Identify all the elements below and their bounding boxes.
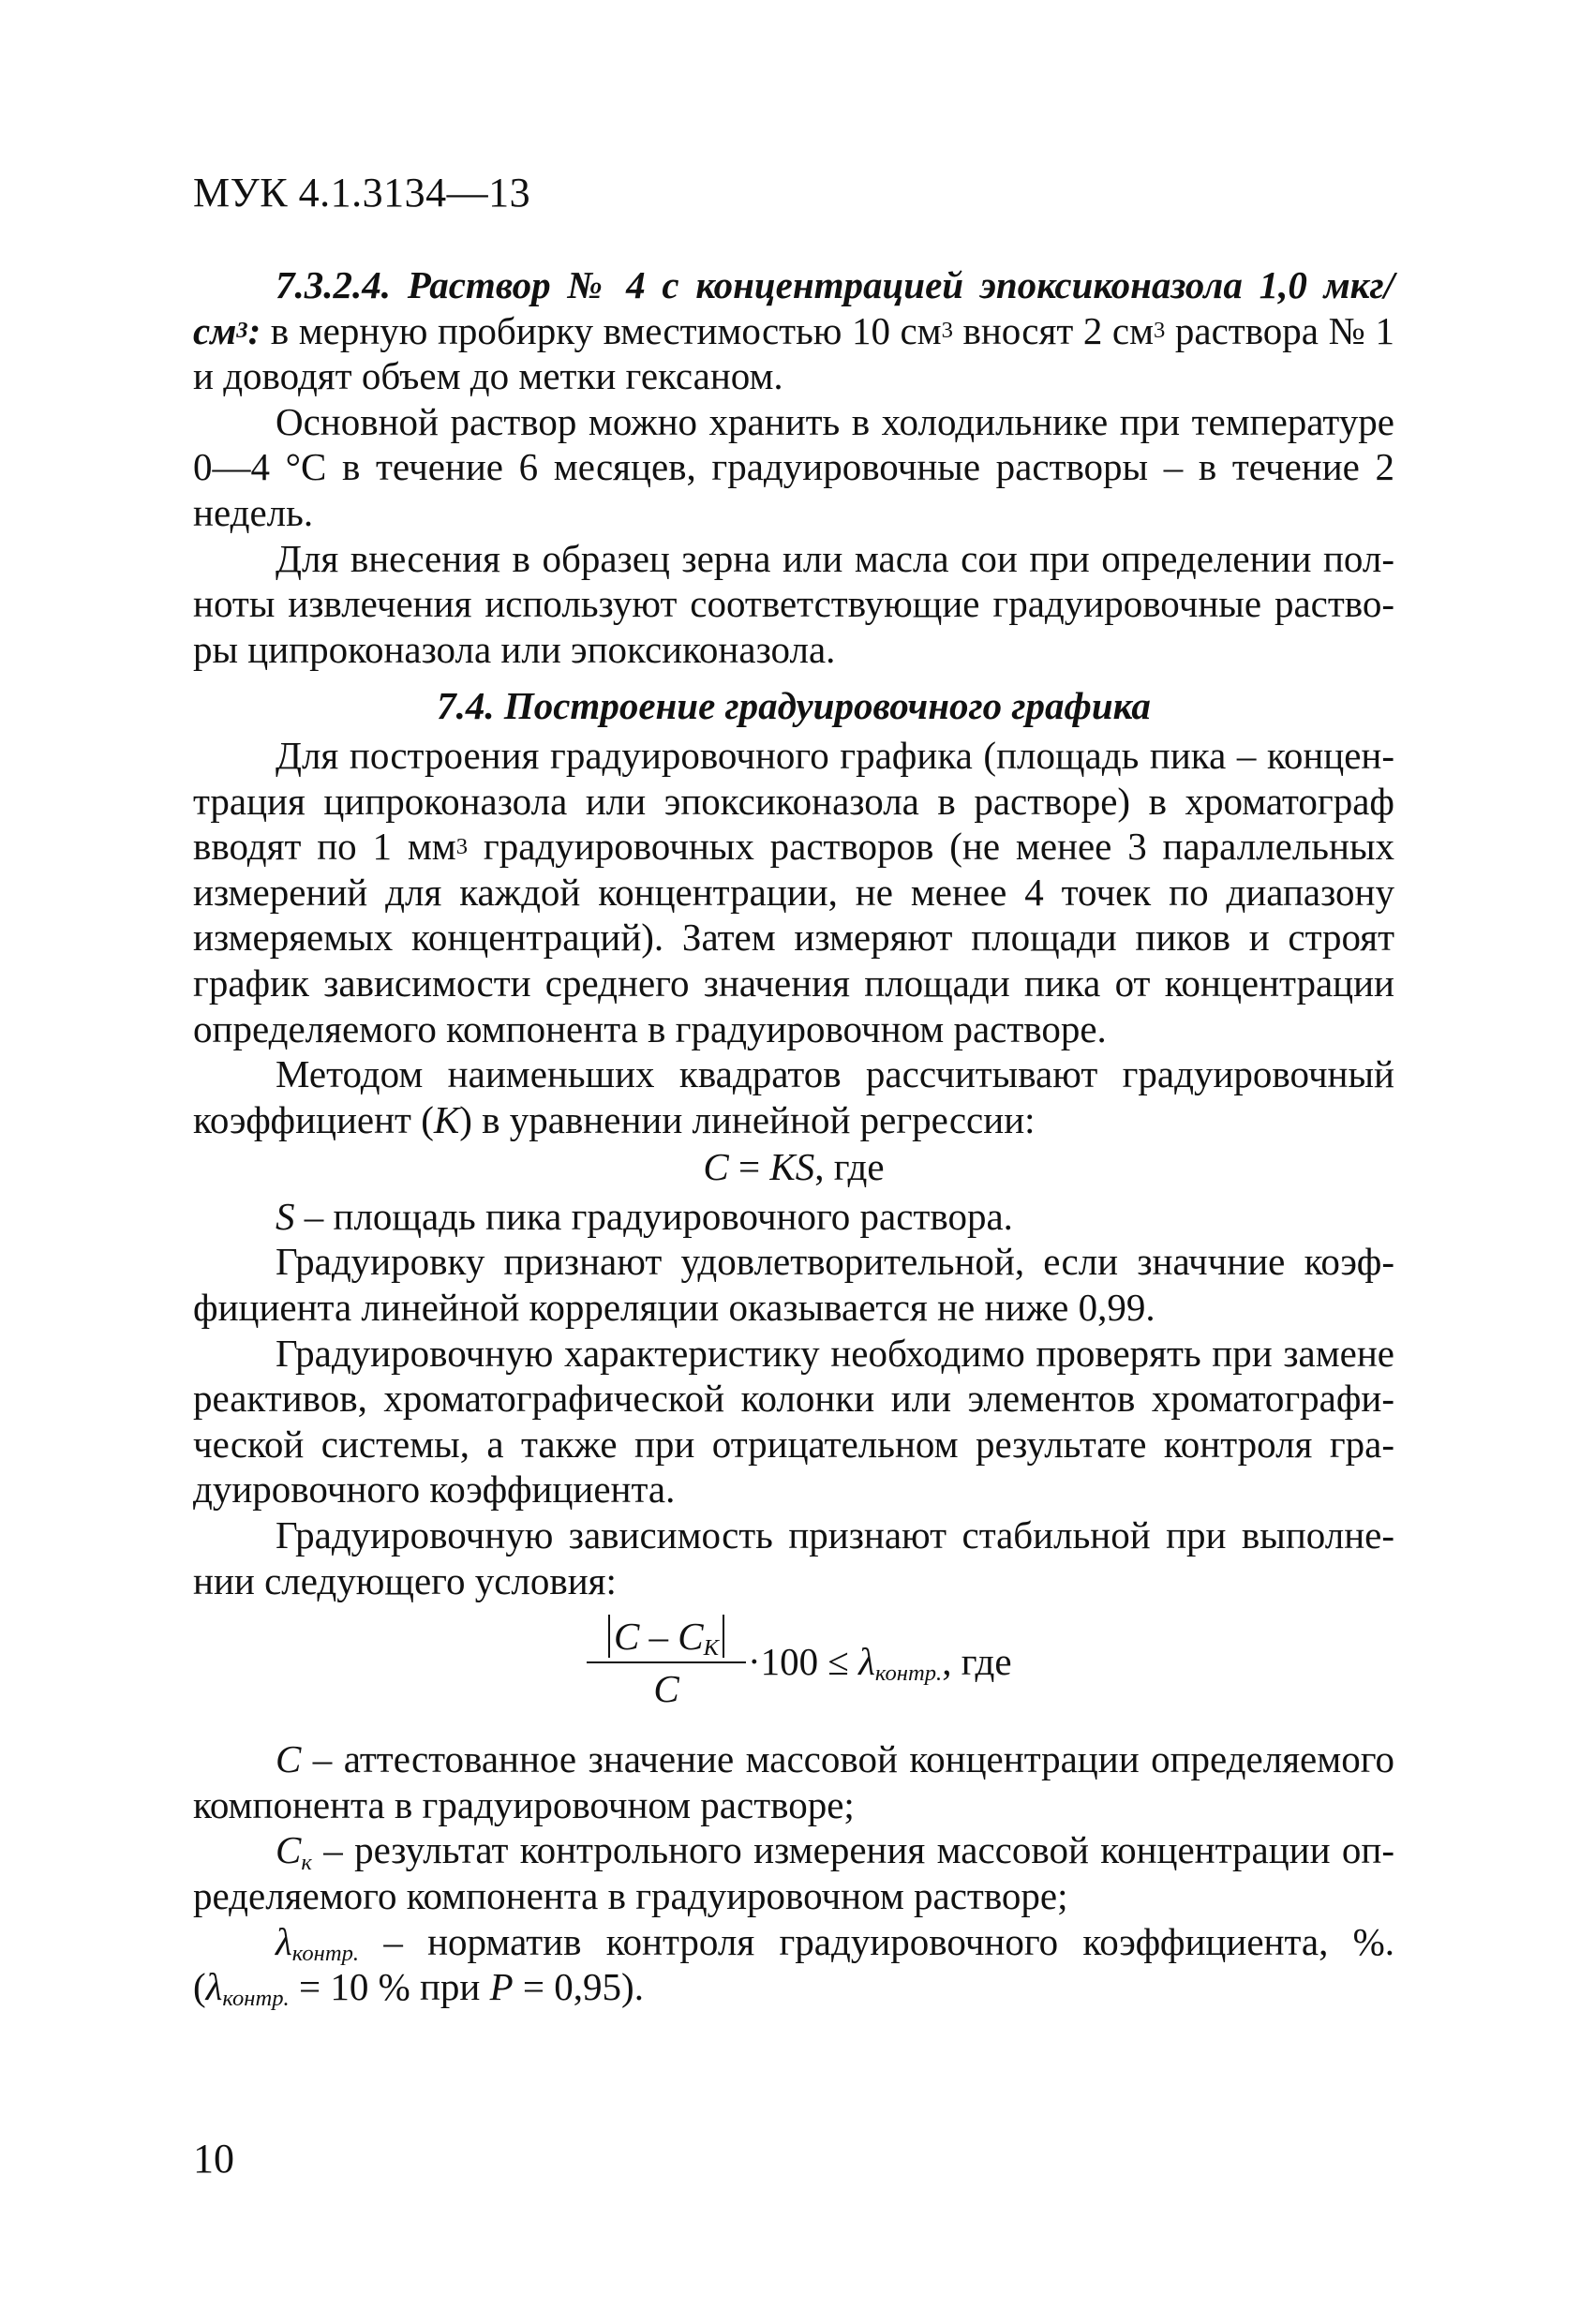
times-100: ·100 ≤ bbox=[748, 1640, 859, 1684]
section-7324-paragraph bbox=[193, 262, 1394, 399]
stability-formula bbox=[193, 1611, 1394, 1723]
s-definition bbox=[193, 1194, 1394, 1240]
lambda2-sub: контр. bbox=[222, 1986, 290, 2012]
absolute-value bbox=[608, 1615, 724, 1661]
section-7324-sup-a: 3 bbox=[941, 318, 953, 344]
lambda-sub: контр. bbox=[874, 1661, 943, 1687]
c-def-text: – аттестованное значение массовой концентрации определяемого компонента в градуировочном растворе; bbox=[193, 1737, 1394, 1826]
document-body bbox=[193, 262, 1394, 2010]
formula1-eq: = bbox=[728, 1145, 770, 1189]
document-code-header: МУК 4.1.3134—13 bbox=[193, 170, 531, 216]
numerator-ck: C bbox=[678, 1615, 704, 1659]
storage-paragraph: Основной раствор можно хранить в холодильнике при температуре 0—4 °С в течение 6 месяцев, градуировочные растворы – в течение 2 недель. bbox=[193, 399, 1394, 534]
section-7324-text-a: в мерную пробирку вместимостью 10 см bbox=[261, 308, 942, 352]
acceptance-paragraph: Градуировку признают удовлетворительной, если значчние коэффициента линейной корреляции оказывается не ниже 0,99. bbox=[193, 1240, 1394, 1330]
fraction-numerator bbox=[587, 1611, 746, 1661]
calibration-text-2: градуировочных растворов (не менее 3 параллельных измерений для каждой концентрации, не менее 4 точек по диапазону измеряемых концентраций). Затем измеряют площади пиков и строят график зависимости среднего значения площади пика от концентрации определяемого компонента в градуировочном растворе. bbox=[193, 825, 1394, 1050]
section-7324-text-b: вносят 2 см bbox=[952, 308, 1155, 352]
calibration-text-1: Для построения градуировочного графика (площадь пика – концентрация ципроконазола или эпоксиконазола в растворе) в хроматограф вводят по 1 мм bbox=[193, 733, 1394, 869]
lambda-symbol: λ bbox=[858, 1640, 875, 1684]
ck-def-symbol: C bbox=[276, 1828, 302, 1872]
formula1-where: , где bbox=[814, 1145, 885, 1189]
formula1-rhs: KS bbox=[769, 1145, 815, 1189]
lambda-definition bbox=[193, 1919, 1394, 2010]
ck-def-text: – результат контрольного измерения массовой концентрации определяемого компонента в градуировочном растворе; bbox=[193, 1828, 1394, 1917]
lambda2-text: = 10 % при bbox=[289, 1965, 490, 2009]
least-squares-text-1: Методом наименьших квадратов рассчитывают градуировочный коэффициент ( bbox=[193, 1052, 1394, 1141]
lambda2-symbol: λ bbox=[205, 1965, 223, 2009]
lambda-def-symbol: λ bbox=[276, 1919, 292, 1963]
least-squares-k: K bbox=[433, 1097, 460, 1141]
p-symbol: P bbox=[489, 1965, 514, 2009]
ck-definition bbox=[193, 1827, 1394, 1918]
lambda-def-sub: контр. bbox=[291, 1940, 360, 1966]
least-squares-text-2: ) в уравнении линейной регрессии: bbox=[459, 1097, 1036, 1141]
s-symbol: S bbox=[276, 1194, 295, 1238]
formula1-lhs: C bbox=[703, 1145, 729, 1189]
calibration-paragraph bbox=[193, 733, 1394, 1051]
page-number: 10 bbox=[193, 2136, 234, 2182]
stability-rhs bbox=[748, 1639, 1012, 1687]
least-squares-paragraph bbox=[193, 1051, 1394, 1142]
fraction-denominator: C bbox=[653, 1667, 679, 1711]
section-7324-title-sup: 3 bbox=[236, 318, 248, 344]
lambda-def-text: – норматив контроля градуировочного коэффициента, %. ( bbox=[193, 1919, 1394, 2009]
c-definition bbox=[193, 1736, 1394, 1827]
calibration-sup: 3 bbox=[455, 833, 469, 859]
numerator-ck-sub: K bbox=[703, 1635, 720, 1661]
section-7324-number: 7.3.2.4. bbox=[276, 263, 391, 306]
section-7324-sup-b: 3 bbox=[1154, 318, 1166, 344]
section-7324-text-c: раствора № 1 и доводят объем до метки гексаном. bbox=[193, 308, 1394, 398]
section-74-title: 7.4. Построение градуировочного графика bbox=[437, 684, 1151, 728]
section-7324-title-colon: : bbox=[247, 308, 261, 352]
numerator-c: C bbox=[613, 1615, 640, 1659]
spike-paragraph: Для внесения в образец зерна или масла сои при определении полноты извлечения используют соответствующие градуировочные растворы ципроконазола или эпоксиконазола. bbox=[193, 536, 1394, 671]
regression-formula bbox=[193, 1144, 1394, 1190]
ck-def-sub: к bbox=[301, 1849, 312, 1875]
section-7324-title-text: Раствор № 4 с концентрацией эпоксиконазола 1,0 мкг/см bbox=[193, 263, 1394, 352]
verify-paragraph: Градуировочную характеристику необходимо проверять при замене реактивов, хроматографической колонки или элементов хроматографической системы, а также при отрицательном результате контроля градуировочного коэффициента. bbox=[193, 1331, 1394, 1512]
numerator-minus: – bbox=[639, 1615, 678, 1659]
stability-paragraph: Градуировочную зависимость признают стабильной при выполнении следующего условия: bbox=[193, 1513, 1394, 1602]
stability-fraction bbox=[587, 1611, 746, 1714]
c-def-symbol: C bbox=[276, 1737, 302, 1781]
s-text: – площадь пика градуировочного раствора. bbox=[294, 1194, 1013, 1238]
formula2-where: , где bbox=[942, 1640, 1012, 1684]
p-text: = 0,95). bbox=[513, 1965, 644, 2009]
